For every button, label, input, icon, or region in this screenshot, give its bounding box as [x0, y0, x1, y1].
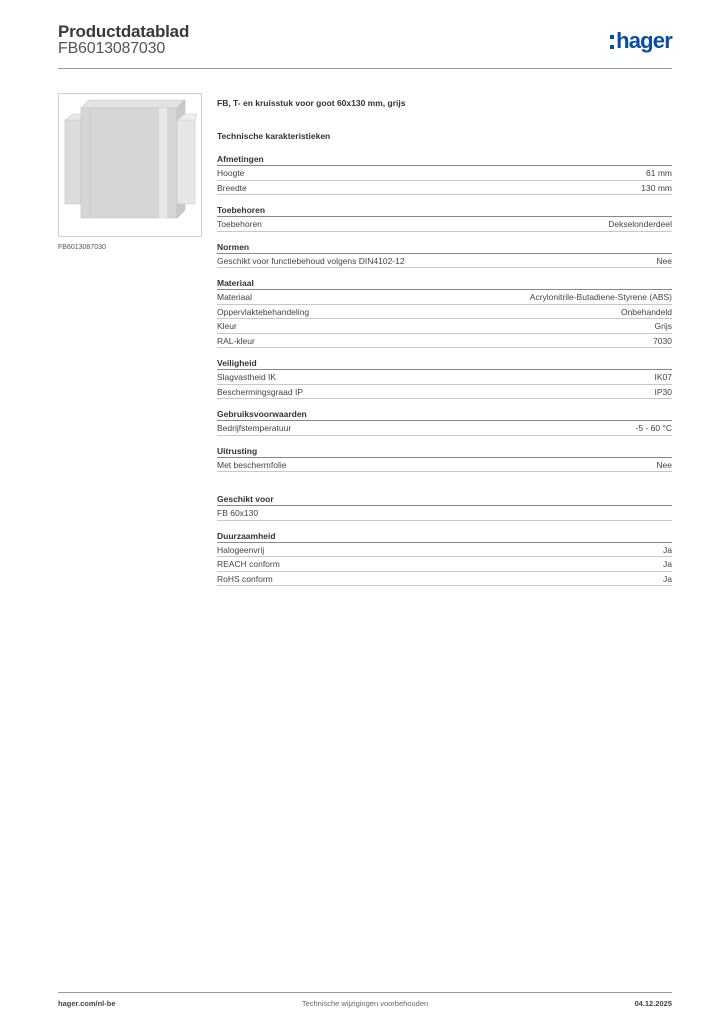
spec-row — [217, 166, 672, 181]
spec-label: Hoogte — [217, 168, 245, 178]
spec-label: Materiaal — [217, 292, 252, 302]
section-title: Gebruiksvoorwaarden — [217, 408, 672, 421]
spec-row — [217, 557, 672, 572]
image-caption: FB6013087030 — [58, 244, 106, 251]
spec-row — [217, 334, 672, 349]
spec-value: -5 - 60 °C — [635, 423, 672, 433]
spec-value: IK07 — [654, 372, 672, 382]
spec-row — [217, 290, 672, 305]
spec-row — [217, 319, 672, 334]
section-title: Veiligheid — [217, 357, 672, 370]
spec-label: Kleur — [217, 321, 237, 331]
spec-value: 130 mm — [641, 182, 672, 193]
spec-label: Breedte — [217, 182, 247, 193]
section-title: Afmetingen — [217, 153, 672, 166]
spec-value: Onbehandeld — [620, 306, 672, 317]
section-gebruiksvoorwaarden — [217, 408, 672, 436]
spec-value: 61 mm — [646, 168, 672, 178]
section-title: Uitrusting — [217, 445, 672, 458]
spec-label: Bedrijfstemperatuur — [217, 423, 292, 433]
section-toebehoren — [217, 204, 672, 232]
product-image — [58, 93, 202, 237]
logo-dots-icon — [610, 35, 614, 49]
spec-label: Slagvastheid IK — [217, 372, 277, 382]
spec-row — [217, 458, 672, 473]
spec-row — [217, 305, 672, 320]
spec-label: Toebehoren — [217, 219, 262, 229]
spec-label: Beschermingsgraad IP — [217, 386, 303, 397]
section-normen — [217, 241, 672, 269]
spec-row — [217, 572, 672, 587]
spec-value: Acrylonitrile-Butadiene-Styrene (ABS) — [529, 292, 672, 302]
spec-value: Ja — [663, 544, 672, 555]
page-header — [58, 20, 672, 68]
section-duurzaamheid — [217, 530, 672, 587]
section-title: Normen — [217, 241, 672, 254]
spec-label: RAL-kleur — [217, 335, 255, 346]
spec-row — [217, 543, 672, 558]
spec-label: REACH conform — [217, 559, 280, 569]
spec-label: Geschikt voor functiebehoud volgens DIN4102-12 — [217, 255, 405, 266]
spec-row — [217, 506, 672, 521]
spec-value: Ja — [663, 559, 672, 569]
spec-label: FB 60x130 — [217, 508, 259, 518]
product-code: FB6013087030 — [58, 40, 166, 57]
spec-value: Nee — [656, 255, 672, 266]
footer-date: 04.12.2025 — [634, 999, 672, 1008]
section-title: Duurzaamheid — [217, 530, 672, 543]
spec-value: Dekselonderdeel — [608, 219, 672, 229]
spec-label: Oppervlaktebehandeling — [217, 306, 310, 317]
section-title: Geschikt voor — [217, 493, 672, 506]
section-veiligheid — [217, 357, 672, 399]
spec-value: IP30 — [654, 386, 672, 397]
spec-row — [217, 421, 672, 436]
section-geschikt-voor — [217, 493, 672, 521]
section-title: Materiaal — [217, 277, 672, 290]
footer-divider — [58, 992, 672, 993]
spec-value: 7030 — [653, 335, 672, 346]
spec-value: Nee — [656, 459, 672, 470]
product-name: FB, T- en kruisstuk voor goot 60x130 mm, grijs — [217, 98, 406, 108]
cable-duct-t-piece-image — [59, 94, 201, 236]
spec-sections — [217, 153, 672, 586]
hager-logo — [610, 28, 672, 54]
spec-row — [217, 217, 672, 232]
header-divider — [58, 68, 672, 69]
spec-label: RoHS conform — [217, 573, 273, 584]
logo-text: hager — [616, 28, 672, 53]
spec-row — [217, 181, 672, 196]
spec-label: Halogeenvrij — [217, 544, 265, 555]
section-afmetingen — [217, 153, 672, 195]
section-uitrusting — [217, 445, 672, 473]
spec-value: Ja — [663, 573, 672, 584]
spec-row — [217, 370, 672, 385]
footer-notice: Technische wijzigingen voorbehouden — [301, 999, 429, 1008]
spec-value: Grijs — [654, 321, 672, 331]
datasheet-main — [217, 97, 672, 595]
section-title: Toebehoren — [217, 204, 672, 217]
page-footer — [58, 999, 672, 1011]
spec-label: Met beschermfolie — [217, 459, 287, 470]
document-title: Productdatablad — [58, 22, 190, 41]
footer-website: hager.com/nl-be — [58, 999, 116, 1008]
spec-row — [217, 385, 672, 400]
tech-characteristics-title: Technische karakteristieken — [217, 131, 331, 141]
spec-row — [217, 254, 672, 269]
section-materiaal — [217, 277, 672, 348]
